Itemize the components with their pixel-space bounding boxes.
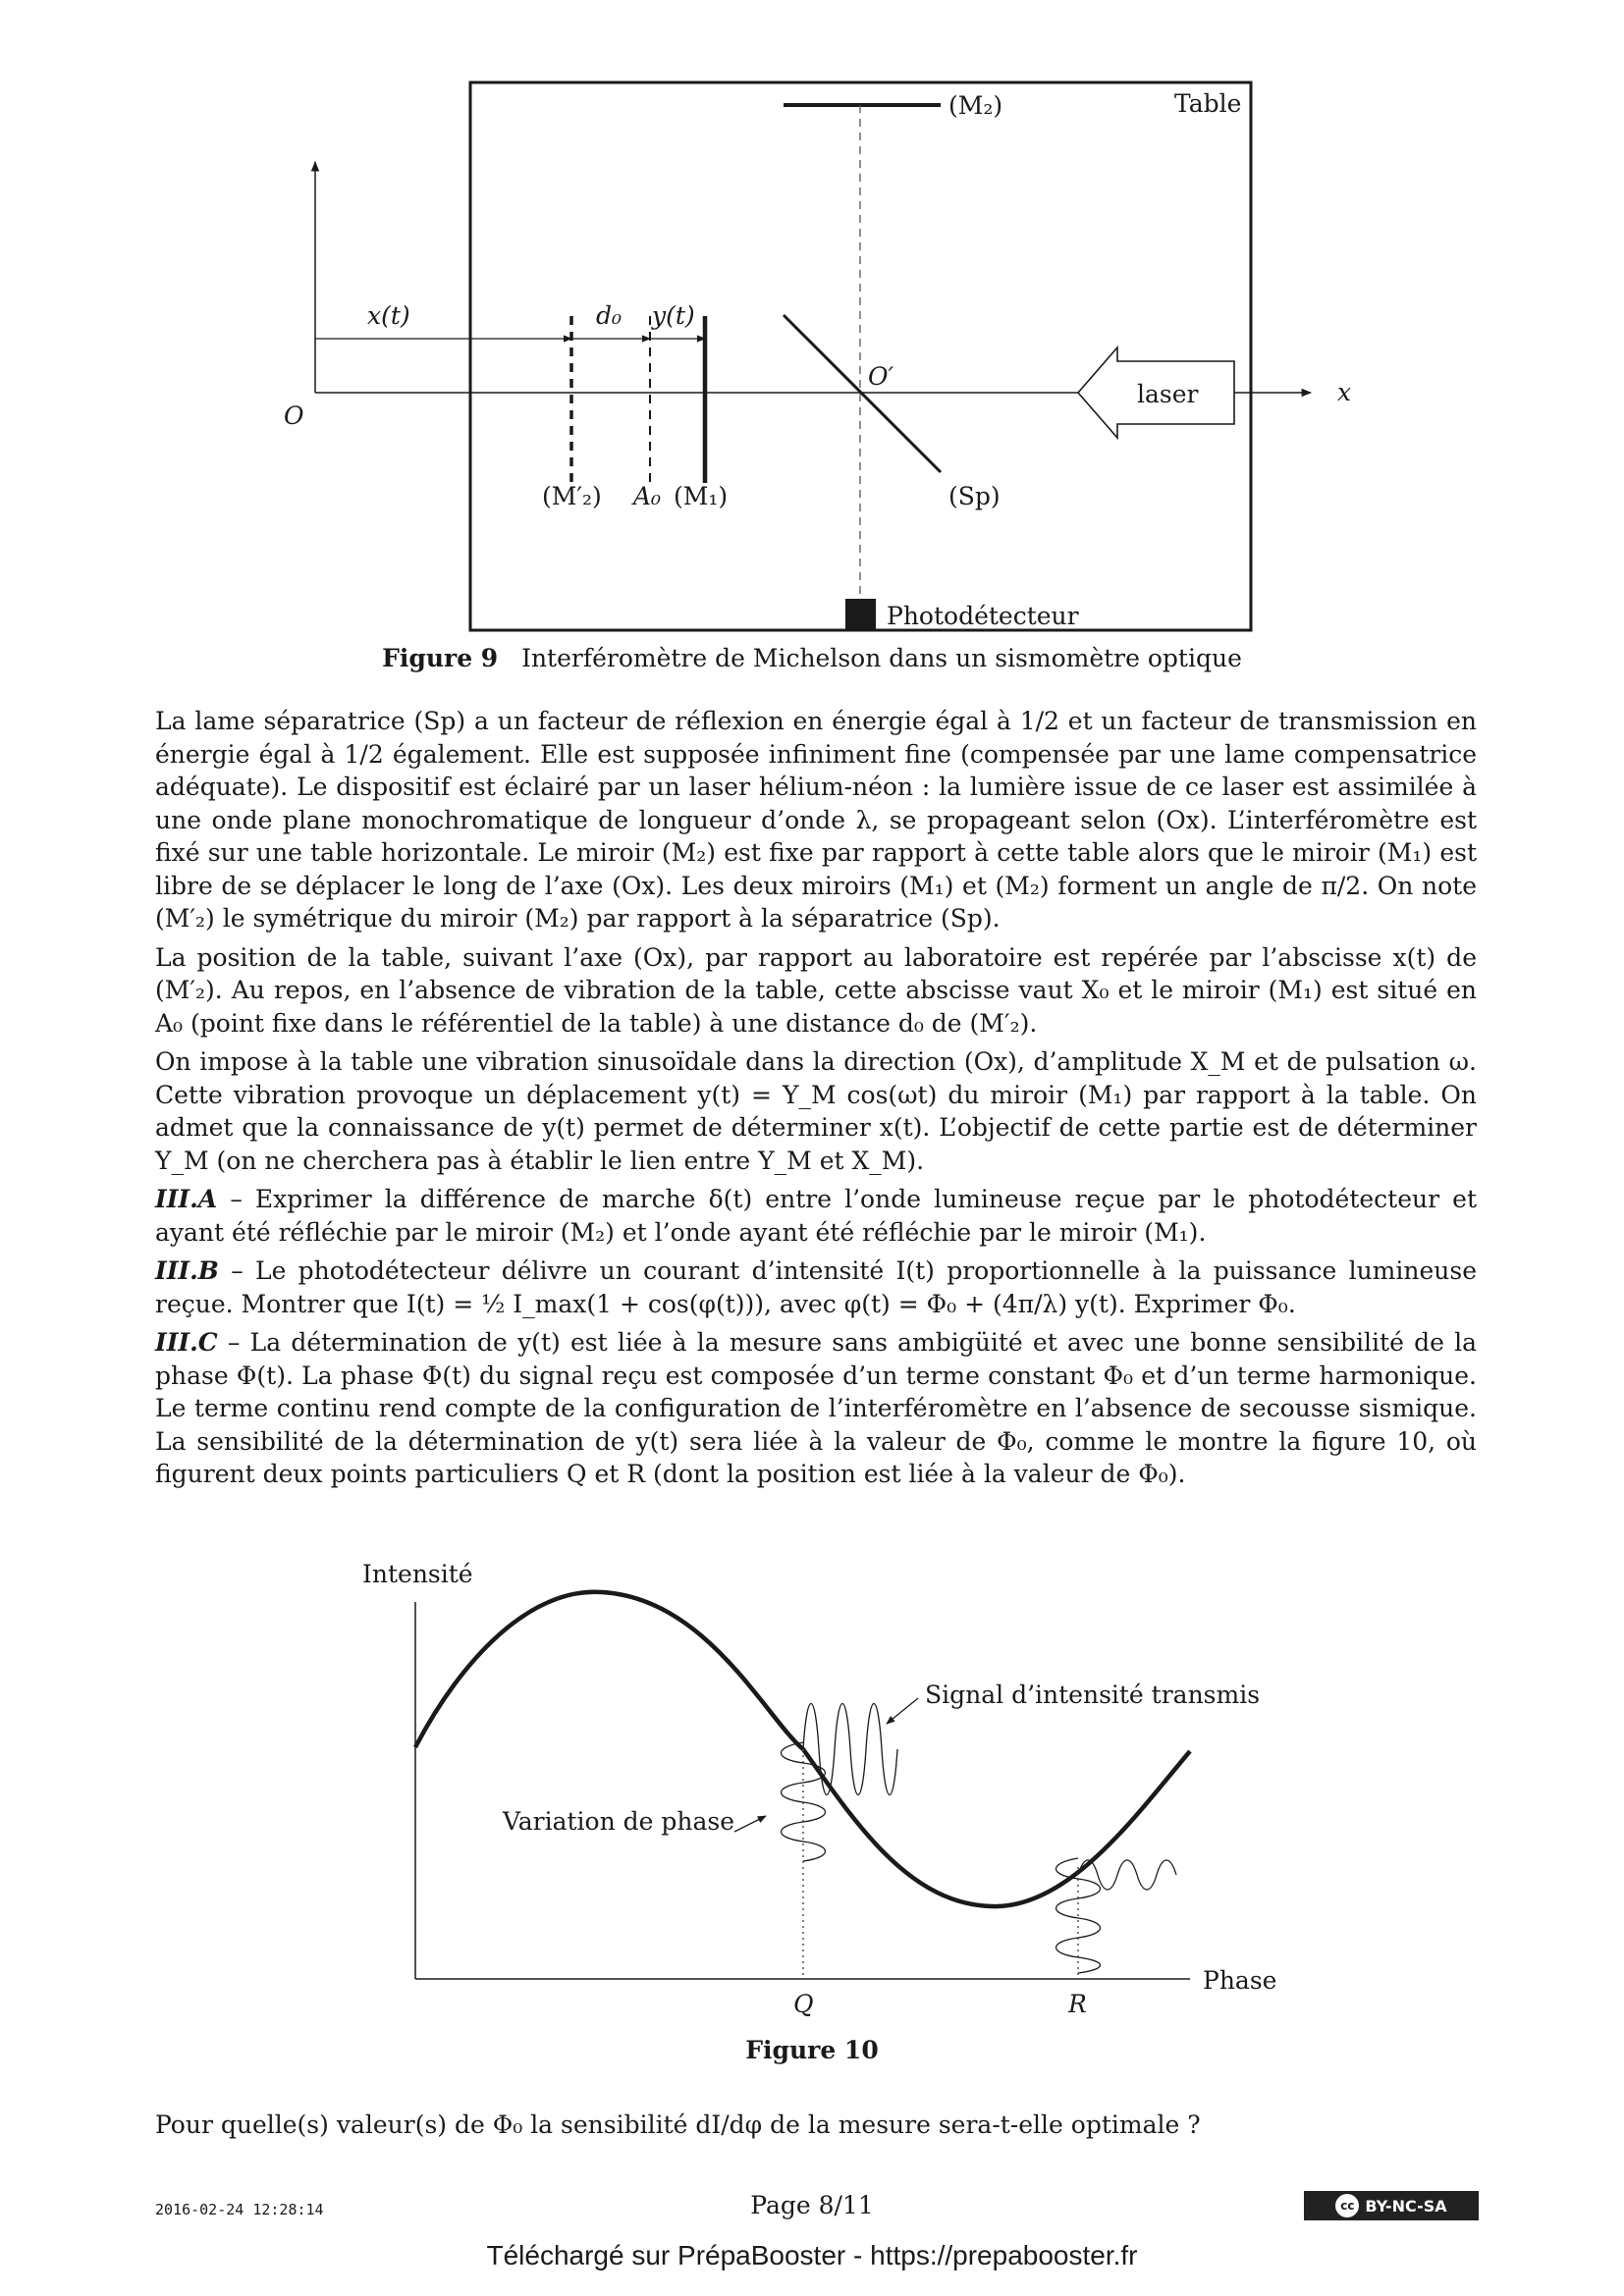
- question-iii-c-label: III.C: [155, 1328, 218, 1357]
- point-q-label: Q: [793, 1990, 814, 2018]
- phase-variation-wave-q: [782, 1742, 826, 1861]
- plot-xlabel: Phase: [1203, 1966, 1277, 1995]
- question-iii-a-label: III.A: [155, 1185, 218, 1213]
- paragraph-1: La lame séparatrice (Sp) a un facteur de réflexion en énergie égal à 1/2 et un facteur de transmission en énergie égal à 1/2 également. Elle est supposée infiniment fine (compensée par une lame compensatrice adéquate). Le dispositif est éclairé par un laser hélium-néon : la lumière issue de ce laser est assimilée à une onde plane monochromatique de longueur d’onde λ, se propageant selon (Ox). L’interféromètre est fixé sur une table horizontale. Le miroir (M₂) est fixe par rapport à cette table alors que le miroir (M₁) est libre de se déplacer le long de l’axe (Ox). Les deux miroirs (M₁) et (M₂) forment un angle de π/2. On note (M′₂) le symétrique du miroir (M₂) par rapport à la séparatrice (Sp).: [155, 707, 1477, 933]
- final-question-text: Pour quelle(s) valeur(s) de Φ₀ la sensibilité dI/dφ de la mesure sera-t-elle optimale ?: [155, 2110, 1201, 2139]
- figure-10-caption: [0, 2036, 1624, 2064]
- figure-9-caption: [0, 644, 1624, 672]
- paragraph-2: La position de la table, suivant l’axe (Ox), par rapport au laboratoire est repérée par l’abscisse x(t) de (M′₂). Au repos, en l’absence de vibration de la table, cette abscisse vaut X₀ et le miroir (M₁) est situé en A₀ (point fixe dans le référentiel de la table) à une distance d₀ de (M′₂).: [155, 942, 1477, 1038]
- label-sp: (Sp): [948, 482, 1001, 510]
- label-table: Table: [1174, 89, 1242, 118]
- transmitted-signal-q: [803, 1704, 897, 1795]
- label-y-t: y(t): [652, 301, 695, 330]
- plot-ylabel: Intensité: [362, 1560, 473, 1588]
- transmitted-signal-r: [1078, 1860, 1176, 1890]
- license-badge: [1304, 2191, 1479, 2220]
- question-iii-b-label: III.B: [155, 1256, 219, 1285]
- annotation-phase-label: Variation de phase: [503, 1807, 735, 1836]
- point-r-label: R: [1068, 1990, 1087, 2018]
- footer-date: 2016-02-24 12:28:14: [155, 2201, 324, 2218]
- annotation-arrow-phase: [734, 1816, 766, 1832]
- label-o: O: [284, 401, 304, 430]
- question-iii-a: [155, 1183, 1477, 1249]
- footer-page-number: Page 8/11: [750, 2191, 874, 2219]
- figure-9-caption-text: Interféromètre de Michelson dans un sismomètre optique: [521, 644, 1242, 672]
- annotation-signal-label: Signal d’intensité transmis: [925, 1681, 1261, 1709]
- label-d0: d₀: [596, 301, 623, 330]
- question-iii-c: [155, 1326, 1477, 1491]
- question-iii-b-text: – Le photodétecteur délivre un courant d’intensité I(t) proportionnelle à la puissance lumineuse reçue. Montrer que I(t) = ½ I_max(1 + cos(φ(t))), avec φ(t) = Φ₀ + (4π/λ) y(t). Exprimer Φ₀.: [155, 1256, 1477, 1318]
- figure-9-caption-label: Figure 9: [382, 644, 499, 672]
- label-photodetector: Photodétecteur: [887, 602, 1079, 630]
- photodetector: [845, 599, 876, 629]
- label-x-axis: x: [1337, 378, 1352, 406]
- label-m2: (M₂): [948, 91, 1003, 120]
- download-notice: Téléchargé sur PrépaBooster - https://prepabooster.fr: [486, 2240, 1138, 2270]
- phase-variation-wave-r: [1056, 1858, 1101, 1973]
- label-m1: (M₁): [674, 482, 729, 510]
- question-iii-a-text: – Exprimer la différence de marche δ(t) entre l’onde lumineuse reçue par le photodétecteur et ayant été réfléchie par le miroir (M₂) et l’onde ayant été réfléchie par le miroir (M₁).: [155, 1185, 1478, 1247]
- label-a0: A₀: [633, 482, 662, 510]
- annotation-arrow-signal: [887, 1698, 918, 1724]
- license-label: BY-NC-SA: [1365, 2196, 1447, 2216]
- separator-sp: [784, 315, 941, 472]
- question-iii-c-text: – La détermination de y(t) est liée à la mesure sans ambigüité et avec une bonne sensibilité de la phase Φ(t). La phase Φ(t) du signal reçu est composée d’un terme constant Φ₀ et d’un terme harmonique. Le terme continu rend compte de la configuration de l’interféromètre en l’absence de secousse sismique. La sensibilité de la détermination de y(t) sera liée à la valeur de Φ₀, comme le montre la figure 10, où figurent deux points particuliers Q et R (dont la position est liée à la valeur de Φ₀).: [155, 1328, 1477, 1488]
- label-x-t: x(t): [367, 301, 410, 330]
- paragraph-3: On impose à la table une vibration sinusoïdale dans la direction (Ox), d’amplitude X_M et de pulsation ω. Cette vibration provoque un déplacement y(t) = Y_M cos(ωt) du miroir (M₁) par rapport à la table. On admet que la connaissance de y(t) permet de déterminer x(t). L’objectif de cette partie est de déterminer Y_M (on ne cherchera pas à établir le lien entre Y_M et X_M).: [155, 1047, 1477, 1175]
- cc-icon: cc: [1335, 2194, 1359, 2217]
- label-o-prime: O′: [868, 362, 894, 391]
- label-m2-prime: (M′₂): [542, 482, 602, 510]
- figure-10-caption-label: Figure 10: [745, 2036, 879, 2064]
- figure-9-diagram: [0, 0, 1624, 687]
- body-text: [155, 705, 1477, 1497]
- question-iii-b: [155, 1255, 1477, 1320]
- intensity-curve: [415, 1592, 1190, 1906]
- final-question: [155, 2109, 1477, 2148]
- label-laser: laser: [1137, 380, 1199, 408]
